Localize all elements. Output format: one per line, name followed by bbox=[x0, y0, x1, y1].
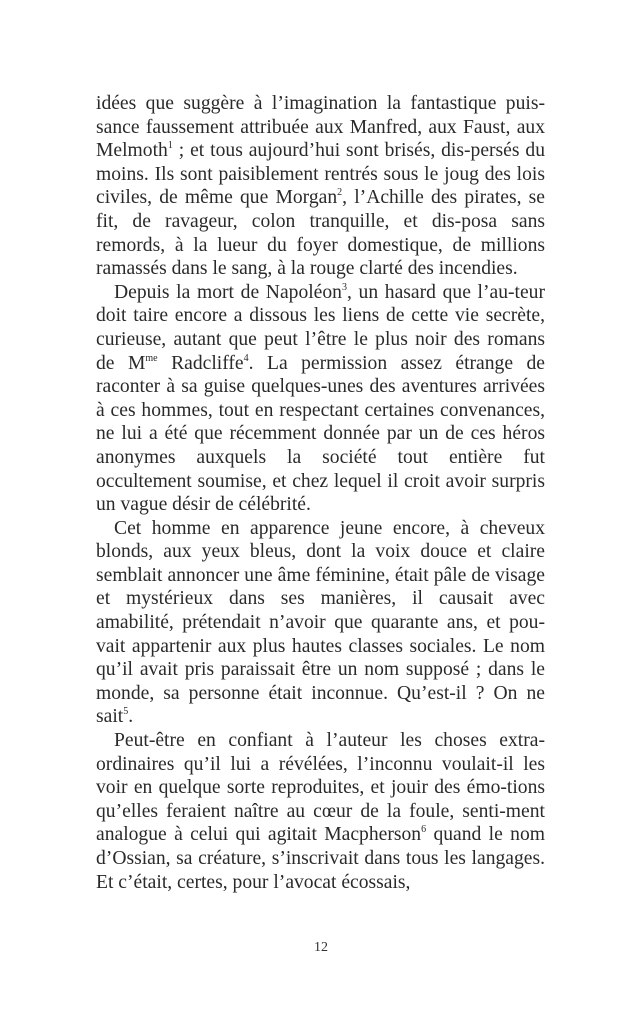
text-run: , l’Achille des pirates, se fit, de ravageur, colon tranquille, et dis-posa sans remords, à la lueur du foyer domestique, de millions ramassés dans le sang, à la rouge clarté des incendies. bbox=[96, 187, 545, 280]
text-run: idées que suggère à l’imagination la fantastique puis-sance faussement attribuée aux Manfred, aux Faust, aux Melmoth bbox=[96, 93, 545, 162]
text-run: . bbox=[128, 706, 134, 728]
footnote-marker: 1 bbox=[167, 140, 173, 152]
text-run: . La permission assez étrange de raconter à sa guise quelques-unes des aventures arrivées à ces hommes, tout en respectant certaines convenances, ne lui a été que récemment donnée par un de ces héros anonymes auxquels la société tout entière fut occultement soumise, et chez lequel il croit avoir surpris un vague désir de célébrité. bbox=[96, 352, 545, 516]
text-run: Radcliffe bbox=[157, 352, 244, 374]
footnote-marker: 5 bbox=[123, 706, 129, 718]
footnote-marker: 3 bbox=[341, 281, 347, 293]
text-run: , un hasard que l’au-teur doit taire encore a dissous les liens de cette vie secrète, curieuse, autant que peut l’être le plus noir des romans de M bbox=[96, 281, 546, 374]
text-run: Cet homme en apparence jeune encore, à cheveux blonds, aux yeux bleus, dont la voix douce et claire semblait annoncer une âme féminine, était pâle de visage et mystérieux dans ses manières, il causait avec amabilité, prétendait n’avoir que quarante ans, et pou-vait appartenir aux plus hautes classes sociales. Le nom qu’il avait pris paraissait être un nom supposé ; dans le monde, sa personne était inconnue. Qu’est-il ? On ne sait bbox=[96, 517, 545, 728]
paragraph bbox=[96, 517, 545, 729]
text-run: Peut-être en confiant à l’auteur les choses extra-ordinaires qu’il lui a révélées, l’inconnu voulait-il les voir en quelque sorte reproduites, et jouir des émo-tions qu’elles feraient naître au cœur de la foule, senti-ment analogue à celui qui agitait Macpherson bbox=[96, 730, 545, 846]
page-body bbox=[96, 92, 545, 894]
footnote-marker: 4 bbox=[243, 352, 249, 364]
text-run: ; et tous aujourd’hui sont brisés, dis-persés du moins. Ils sont paisiblement rentrés sous le joug des lois civiles, de même que Morgan bbox=[96, 140, 545, 209]
page-number: 12 bbox=[314, 940, 328, 955]
text-run: quand le nom d’Ossian, sa créature, s’inscrivait dans tous les langages. Et c’était, certes, pour l’avocat écossais, bbox=[96, 824, 545, 893]
paragraph bbox=[96, 729, 545, 894]
paragraph bbox=[96, 92, 545, 281]
footnote-marker: 6 bbox=[421, 824, 427, 836]
footnote-marker: me bbox=[145, 352, 158, 364]
paragraph bbox=[96, 281, 545, 517]
text-run: Depuis la mort de Napoléon bbox=[114, 281, 342, 303]
footnote-marker: 2 bbox=[337, 187, 343, 199]
